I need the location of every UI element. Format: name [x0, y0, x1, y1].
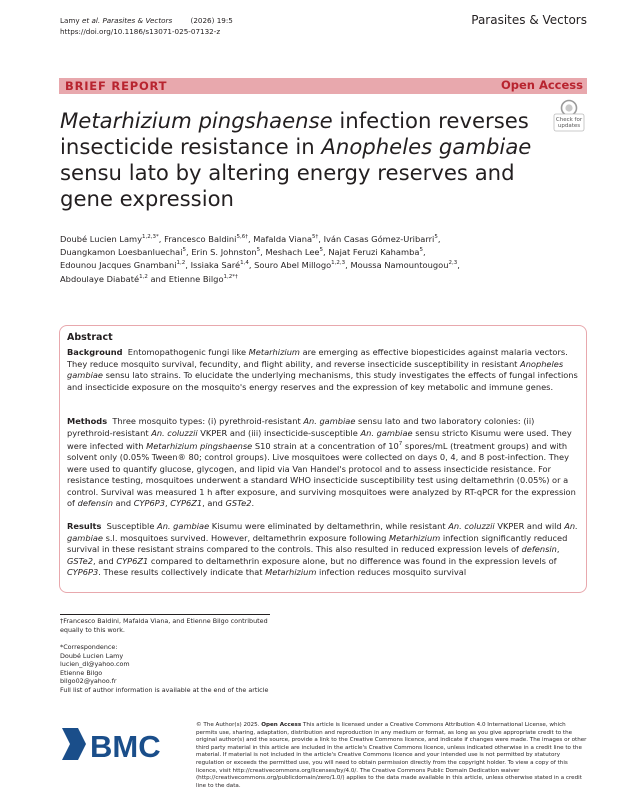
check-label-line2: updates — [557, 123, 581, 129]
author: Iván Casas Gómez‑Uribarri$^5$, — [323, 233, 441, 244]
open-access-label: Open Access — [500, 78, 583, 92]
methods-label: Methods — [67, 416, 108, 426]
abstract-heading: Abstract — [67, 332, 113, 343]
check-label-line1: Check for — [555, 117, 583, 123]
author-list — [60, 232, 580, 285]
footnote-divider — [60, 614, 270, 615]
title-text-1: infection reverses insecticide resistance in — [60, 108, 529, 159]
author: Erin S. Johnston$^5$, — [191, 247, 266, 258]
correspondent-name: Etienne Bilgo — [60, 668, 103, 677]
citation-line — [60, 15, 233, 26]
journal-reference — [60, 15, 233, 37]
abstract-methods: Methods Three mosquito types: (i) pyrethroid-resistant An. gambiae sensu lato and two laboratory colonies: (ii) pyrethroid-resistant An. coluzzii VKPER and (iii) insecticide-susceptible An. gambiae sensu stricto Kisumu were used. They were infected with Metarhizium pingshaense S10 strain at a concentration of $10^7$ spores/mL (treatment groups) and with solvent only (0.05% Tween® 80; control groups). Live mosquitoes were collected on days 0, 4, and 8 post-infection. They were used to quantify glucose, glycogen, and lipid via Van Handel's protocol and to assess insecticide resistance. For resistance testing, mosquitoes underwent a standard WHO insecticide susceptibility test using deltamethrin (0.05%) or a control. Survival was measured 1 h after exposure, and surviving mosquitoes were analyzed by RT-qPCR for the expression of defensin and CYP6P3, CYP6Z1, and GSTe2. — [67, 416, 576, 509]
correspondence-block — [60, 643, 268, 695]
article-type-banner — [59, 78, 587, 94]
bmc-logo-text: BMC — [90, 729, 161, 764]
journal-name: Parasites & Vectors — [471, 13, 587, 27]
author: Abdoulaye Diabaté$^{1,2}$ and — [60, 273, 169, 284]
correspondent-email[interactable]: lucien_dl@yahoo.com — [60, 660, 130, 669]
correspondent-email[interactable]: bilgo02@yahoo.fr — [60, 677, 117, 686]
abstract-results: Results Susceptible An. gambiae Kisumu were eliminated by deltamethrin, while resistant An. coluzzii VKPER and wild An. gambiae s.l. mosquitoes survived. However, deltamethrin exposure following Metarhizium infection significantly reduced survival in these resistant strains compared to the controls. This also resulted in reduced expression levels of defensin, GSTe2, and CYP6Z1 compared to deltamethrin exposure alone, but no difference was found in the expression levels of CYP6P3. These results collectively indicate that Metarhizium infection reduces mosquito survival — [67, 521, 578, 577]
article-type: BRIEF REPORT — [65, 79, 168, 93]
citation-volume: (2026) 19:5 — [190, 16, 233, 25]
license-open-access-label: Open Access — [261, 722, 302, 728]
author: Edounou Jacques Gnambani$^{1,2}$, — [60, 260, 191, 271]
title-species: Metarhizium pingshaense — [60, 108, 333, 133]
author: Mafalda Viana$^{5\dagger}$, — [253, 233, 324, 244]
doi-link[interactable]: https://doi.org/10.1186/s13071-025-07132-z — [60, 27, 221, 36]
citation-journal: et al. Parasites & Vectors — [81, 16, 173, 25]
abstract-box — [59, 325, 587, 593]
check-for-updates-label[interactable] — [552, 117, 586, 129]
author: Doubé Lucien Lamy$^{1,2,3*}$, — [60, 233, 165, 244]
results-label: Results — [67, 521, 102, 531]
author: Moussa Namountougou$^{2,3}$, — [350, 260, 460, 271]
title-text-2: sensu lato by altering energy reserves and gene expression — [60, 160, 515, 211]
background-label: Background — [67, 347, 123, 357]
bmc-chevron-icon — [62, 728, 86, 760]
abstract-background: Background Entomopathogenic fungi like Metarhizium are emerging as effective biopesticides against malaria vectors. They reduce mosquito survival, fecundity, and flight ability, and reverse insecticide susceptibility in resistant Anopheles gambiae sensu lato strains. To elucidate the underlying mechanisms, this study investigates the effects of fungal infections and insecticide exposure on the mosquito's energy reserves and the expression of key metabolic and immune genes. — [67, 347, 578, 392]
correspondent-name: Doubé Lucien Lamy — [60, 651, 124, 660]
author: Duangkamon Loesbanluechai$^5$, — [60, 247, 192, 258]
title-vector: Anopheles gambiae — [321, 134, 532, 159]
author-info-note: Full list of author information is available at the end of the article — [60, 685, 269, 694]
license-text: © The Author(s) 2025. Open Access This article is licensed under a Creative Commons Attribution 4.0 International License, which permits use, sharing, adaptation, distribution and reproduction in any medium or format, as long as you give appropriate credit to the original author(s) and the source, provide a link to the Creative Commons licence, and indicate if changes were made. The images or other third party material in this article are included in the article's Creative Commons licence, unless indicated otherwise in a credit line to the material. If material is not included in the article's Creative Commons licence and your intended use is not permitted by statutory regulation or exceeds the permitted use, you will need to obtain permission directly from the copyright holder. To view a copy of this licence, visit http://creativecommons.org/licenses/by/4.0/. The Creative Commons Public Domain Dedication waiver (http://creativecommons.org/publicdomain/zero/1.0/) applies to the data made available in this article, unless otherwise stated in a credit line to the data. — [196, 722, 587, 789]
author: Souro Abel Millogo$^{1,2,3}$, — [254, 260, 351, 271]
author: Francesco Baldini$^{5,6\dagger}$, — [164, 233, 254, 244]
bmc-logo — [60, 722, 170, 766]
correspondence-label: *Correspondence: — [60, 643, 118, 651]
equal-contribution-note: †Francesco Baldini, Mafalda Viana, and Etienne Bilgo contributed equally to this work. — [60, 617, 268, 634]
author: Etienne Bilgo$^{1,2*\dagger}$ — [168, 273, 238, 284]
copyright-notice: © The Author(s) 2025. — [196, 722, 260, 728]
author: Meshach Lee$^5$, — [265, 247, 329, 258]
author: Najat Feruzi Kahamba$^5$, — [328, 247, 426, 258]
citation-author: Lamy — [60, 16, 82, 25]
author: Issiaka Saré$^{1,4}$, — [190, 260, 255, 271]
article-title — [60, 108, 546, 212]
